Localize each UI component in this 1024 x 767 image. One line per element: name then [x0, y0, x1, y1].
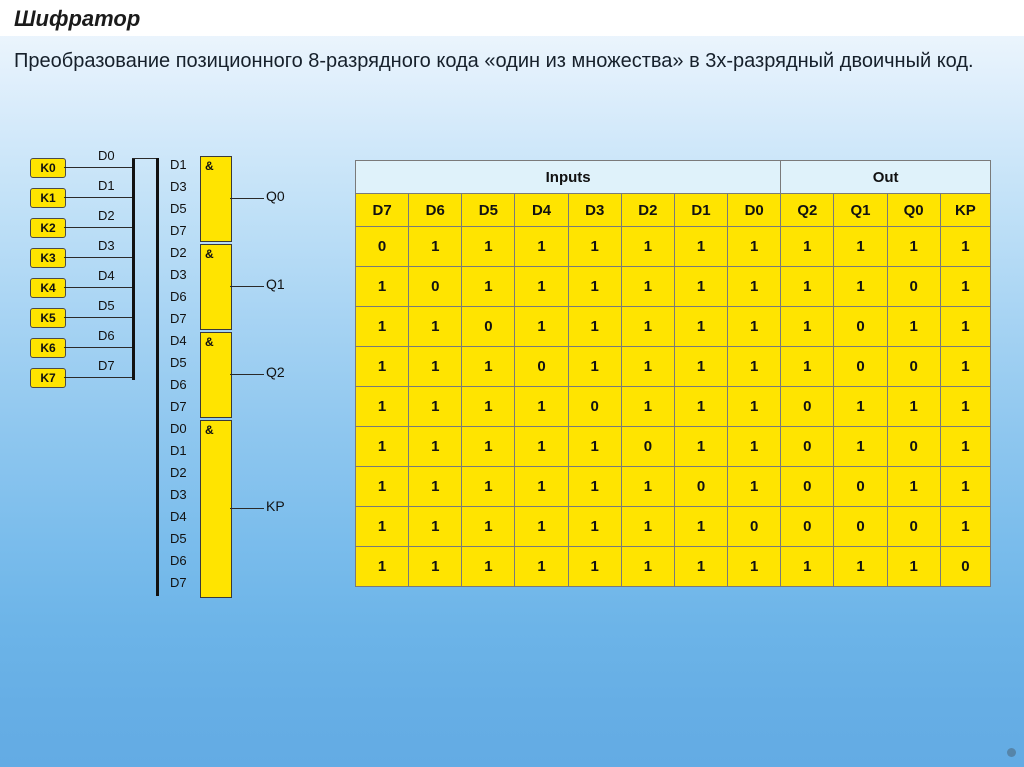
table-row — [356, 467, 991, 507]
gate2-input-3: D7 — [170, 311, 187, 326]
table-cell: 1 — [462, 267, 515, 307]
table-cell: 1 — [568, 307, 621, 347]
table-row — [356, 547, 991, 587]
key-box-k5: K5 — [30, 308, 66, 328]
slide-subtitle: Преобразование позиционного 8-разрядного кода «один из множества» в 3х-разрядный двоичный код. — [14, 50, 974, 72]
table-cell: 0 — [887, 507, 940, 547]
table-cell: 1 — [462, 427, 515, 467]
table-cell: 1 — [621, 347, 674, 387]
column-header-d7: D7 — [356, 194, 409, 227]
column-header-q0: Q0 — [887, 194, 940, 227]
table-cell: 1 — [568, 547, 621, 587]
key-wire-label-d0: D0 — [98, 148, 115, 163]
table-cell: 1 — [674, 267, 727, 307]
table-cell: 0 — [940, 547, 990, 587]
table-cell: 1 — [568, 267, 621, 307]
table-cell: 1 — [728, 307, 781, 347]
table-cell: 1 — [462, 347, 515, 387]
table-cell: 1 — [462, 387, 515, 427]
gate4-input-7: D7 — [170, 575, 187, 590]
truth-table-head — [356, 161, 991, 227]
column-header-q1: Q1 — [834, 194, 887, 227]
and-gate-kp — [200, 420, 232, 598]
table-cell: 1 — [515, 547, 568, 587]
truth-table-body — [356, 227, 991, 587]
gate3-symbol: & — [205, 335, 214, 349]
gate3-output-label: Q2 — [266, 364, 285, 380]
key-box-k7: K7 — [30, 368, 66, 388]
table-cell: 1 — [515, 387, 568, 427]
table-cell: 1 — [409, 427, 462, 467]
gate3-input-3: D7 — [170, 399, 187, 414]
gate3-input-0: D4 — [170, 333, 187, 348]
gate1-symbol: & — [205, 159, 214, 173]
key-wire-label-d1: D1 — [98, 178, 115, 193]
table-cell: 1 — [728, 347, 781, 387]
table-cell: 1 — [356, 307, 409, 347]
table-cell: 0 — [674, 467, 727, 507]
key-wire-label-d6: D6 — [98, 328, 115, 343]
gate1-output-wire — [230, 198, 264, 199]
table-cell: 0 — [887, 427, 940, 467]
and-gate-q0 — [200, 156, 232, 242]
table-cell: 1 — [887, 467, 940, 507]
gate3-input-2: D6 — [170, 377, 187, 392]
gate4-input-5: D5 — [170, 531, 187, 546]
table-cell: 1 — [674, 347, 727, 387]
column-header-q2: Q2 — [781, 194, 834, 227]
table-cell: 1 — [834, 387, 887, 427]
table-cell: 1 — [621, 227, 674, 267]
gate4-input-0: D0 — [170, 421, 187, 436]
table-cell: 1 — [515, 267, 568, 307]
table-cell: 1 — [621, 547, 674, 587]
key-wire-label-d4: D4 — [98, 268, 115, 283]
table-cell: 1 — [409, 307, 462, 347]
table-cell: 1 — [356, 467, 409, 507]
table-cell: 1 — [515, 427, 568, 467]
gate2-input-0: D2 — [170, 245, 187, 260]
gate3-output-wire — [230, 374, 264, 375]
key-wire-label-d5: D5 — [98, 298, 115, 313]
table-cell: 1 — [887, 307, 940, 347]
gate2-output-wire — [230, 286, 264, 287]
table-cell: 1 — [674, 387, 727, 427]
and-gate-q2 — [200, 332, 232, 418]
table-cell: 0 — [515, 347, 568, 387]
table-cell: 0 — [781, 427, 834, 467]
key-wire-k1 — [64, 197, 132, 198]
header-band — [0, 0, 1024, 36]
column-header-d0: D0 — [728, 194, 781, 227]
table-cell: 1 — [834, 227, 887, 267]
table-cell: 1 — [515, 227, 568, 267]
key-wire-label-d7: D7 — [98, 358, 115, 373]
key-wire-label-d3: D3 — [98, 238, 115, 253]
table-cell: 1 — [728, 267, 781, 307]
table-cell: 1 — [834, 267, 887, 307]
column-header-d5: D5 — [462, 194, 515, 227]
key-box-k2: K2 — [30, 218, 66, 238]
table-cell: 1 — [462, 227, 515, 267]
table-row — [356, 347, 991, 387]
key-box-k4: K4 — [30, 278, 66, 298]
table-cell: 0 — [887, 347, 940, 387]
table-cell: 1 — [356, 387, 409, 427]
gate1-output-label: Q0 — [266, 188, 285, 204]
table-row — [356, 507, 991, 547]
group-header-out: Out — [781, 161, 991, 194]
gate2-input-labels — [170, 242, 187, 330]
table-cell: 1 — [621, 467, 674, 507]
table-cell: 1 — [568, 347, 621, 387]
gate4-input-1: D1 — [170, 443, 187, 458]
gate4-input-labels — [170, 418, 187, 594]
table-cell: 1 — [356, 267, 409, 307]
table-cell: 1 — [674, 427, 727, 467]
table-row — [356, 227, 991, 267]
table-cell: 1 — [781, 347, 834, 387]
table-cell: 1 — [621, 307, 674, 347]
truth-table — [355, 160, 991, 587]
table-cell: 1 — [409, 467, 462, 507]
column-header-d2: D2 — [621, 194, 674, 227]
key-wire-k7 — [64, 377, 132, 378]
encoder-schematic — [24, 150, 334, 630]
table-row — [356, 307, 991, 347]
table-cell: 1 — [728, 427, 781, 467]
table-cell: 0 — [834, 307, 887, 347]
table-cell: 1 — [409, 507, 462, 547]
key-wire-k4 — [64, 287, 132, 288]
table-cell: 1 — [568, 467, 621, 507]
table-cell: 1 — [674, 227, 727, 267]
table-cell: 1 — [940, 347, 990, 387]
table-cell: 1 — [834, 427, 887, 467]
gate4-input-3: D3 — [170, 487, 187, 502]
table-cell: 1 — [781, 547, 834, 587]
key-box-k1: K1 — [30, 188, 66, 208]
table-cell: 1 — [409, 347, 462, 387]
gate3-input-1: D5 — [170, 355, 187, 370]
table-cell: 1 — [781, 227, 834, 267]
table-cell: 1 — [409, 227, 462, 267]
table-cell: 1 — [462, 547, 515, 587]
table-cell: 1 — [728, 547, 781, 587]
table-cell: 1 — [621, 387, 674, 427]
table-cell: 1 — [728, 387, 781, 427]
table-cell: 1 — [887, 227, 940, 267]
key-box-k6: K6 — [30, 338, 66, 358]
key-wire-k5 — [64, 317, 132, 318]
gate4-input-2: D2 — [170, 465, 187, 480]
table-cell: 1 — [356, 547, 409, 587]
table-cell: 1 — [834, 547, 887, 587]
table-cell: 0 — [621, 427, 674, 467]
table-cell: 1 — [940, 307, 990, 347]
table-cell: 0 — [887, 267, 940, 307]
table-cell: 1 — [940, 267, 990, 307]
table-cell: 0 — [781, 387, 834, 427]
table-cell: 1 — [887, 387, 940, 427]
truth-table-column-header-row — [356, 194, 991, 227]
gate1-input-0: D1 — [170, 157, 187, 172]
key-wire-k6 — [64, 347, 132, 348]
table-cell: 1 — [781, 267, 834, 307]
gate2-input-1: D3 — [170, 267, 187, 282]
key-box-k3: K3 — [30, 248, 66, 268]
table-cell: 1 — [515, 467, 568, 507]
table-cell: 1 — [940, 387, 990, 427]
and-gate-q1 — [200, 244, 232, 330]
group-header-inputs: Inputs — [356, 161, 781, 194]
table-cell: 1 — [568, 227, 621, 267]
table-cell: 1 — [621, 507, 674, 547]
table-cell: 1 — [674, 547, 727, 587]
table-cell: 0 — [356, 227, 409, 267]
gate4-input-6: D6 — [170, 553, 187, 568]
table-row — [356, 427, 991, 467]
table-cell: 1 — [940, 467, 990, 507]
table-cell: 1 — [940, 427, 990, 467]
key-wire-k2 — [64, 227, 132, 228]
page-title: Шифратор — [14, 6, 141, 31]
bus-top-cap — [132, 158, 158, 159]
table-cell: 1 — [940, 507, 990, 547]
truth-table-group-header-row — [356, 161, 991, 194]
table-cell: 1 — [409, 387, 462, 427]
table-cell: 1 — [356, 507, 409, 547]
gate1-input-1: D3 — [170, 179, 187, 194]
table-cell: 1 — [728, 227, 781, 267]
table-cell: 1 — [674, 507, 727, 547]
truth-table-wrapper — [355, 160, 991, 587]
gate4-symbol: & — [205, 423, 214, 437]
table-row — [356, 387, 991, 427]
bus-right-rail — [156, 158, 159, 596]
column-header-d6: D6 — [409, 194, 462, 227]
table-cell: 1 — [621, 267, 674, 307]
table-row — [356, 267, 991, 307]
table-cell: 0 — [781, 467, 834, 507]
table-cell: 1 — [674, 307, 727, 347]
column-header-d3: D3 — [568, 194, 621, 227]
key-box-k0: K0 — [30, 158, 66, 178]
gate2-input-2: D6 — [170, 289, 187, 304]
table-cell: 0 — [568, 387, 621, 427]
table-cell: 1 — [728, 467, 781, 507]
table-cell: 0 — [781, 507, 834, 547]
table-cell: 1 — [568, 427, 621, 467]
table-cell: 0 — [834, 507, 887, 547]
table-cell: 1 — [462, 507, 515, 547]
signal-bus — [132, 158, 135, 380]
gate4-input-4: D4 — [170, 509, 187, 524]
key-wire-k3 — [64, 257, 132, 258]
key-wire-label-d2: D2 — [98, 208, 115, 223]
key-wire-k0 — [64, 167, 132, 168]
gate3-input-labels — [170, 330, 187, 418]
table-cell: 1 — [356, 347, 409, 387]
gate1-input-labels — [170, 154, 187, 242]
gate2-output-label: Q1 — [266, 276, 285, 292]
table-cell: 0 — [409, 267, 462, 307]
column-header-kp: KP — [940, 194, 990, 227]
table-cell: 0 — [834, 347, 887, 387]
table-cell: 0 — [462, 307, 515, 347]
gate1-input-2: D5 — [170, 201, 187, 216]
table-cell: 1 — [515, 307, 568, 347]
gate4-output-label: KP — [266, 498, 285, 514]
column-header-d1: D1 — [674, 194, 727, 227]
table-cell: 1 — [356, 427, 409, 467]
table-cell: 0 — [728, 507, 781, 547]
table-cell: 1 — [887, 547, 940, 587]
table-cell: 1 — [462, 467, 515, 507]
gate2-symbol: & — [205, 247, 214, 261]
table-cell: 0 — [834, 467, 887, 507]
column-header-d4: D4 — [515, 194, 568, 227]
table-cell: 1 — [409, 547, 462, 587]
table-cell: 1 — [940, 227, 990, 267]
table-cell: 1 — [568, 507, 621, 547]
table-cell: 1 — [781, 307, 834, 347]
gate1-input-3: D7 — [170, 223, 187, 238]
gate4-output-wire — [230, 508, 264, 509]
table-cell: 1 — [515, 507, 568, 547]
slide-corner-marker — [1007, 748, 1016, 757]
